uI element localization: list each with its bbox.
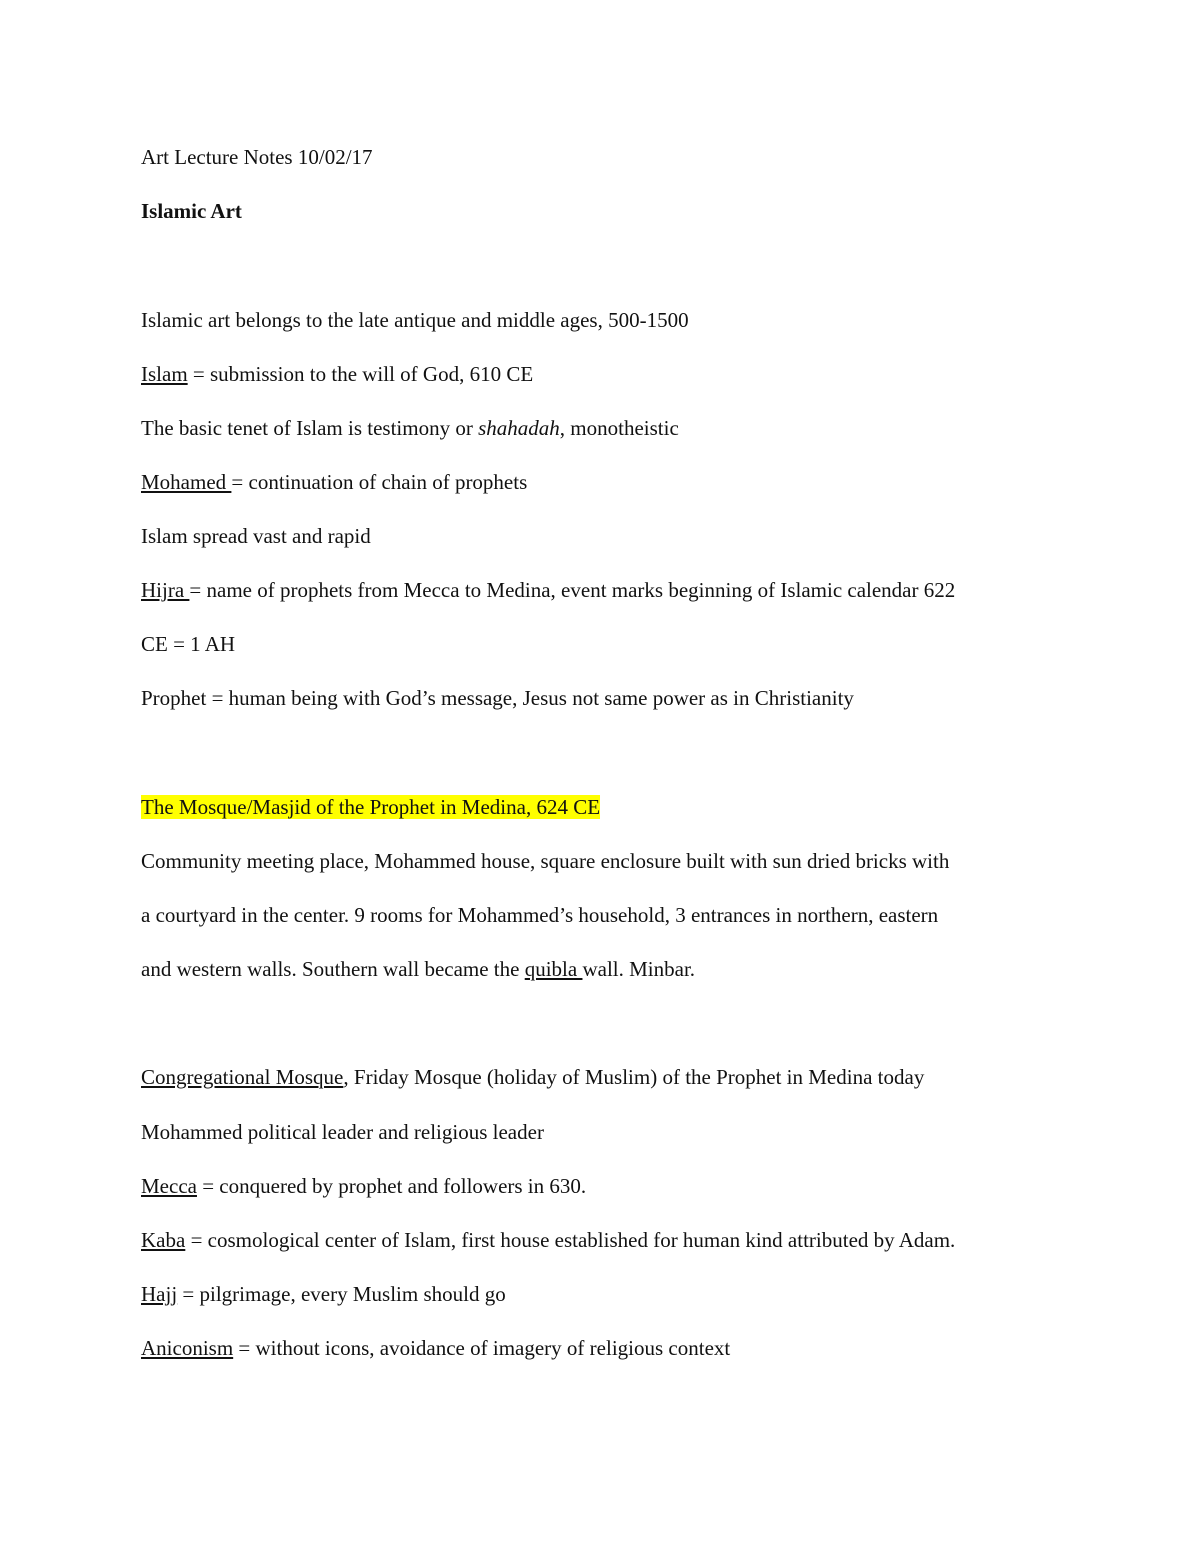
term-mecca: Mecca [141,1174,197,1198]
term-quibla: quibla [524,957,583,981]
definition-hajj-line [141,1281,506,1307]
term-kaba: Kaba [141,1228,186,1252]
term-islam: Islam [141,362,188,386]
term-shahadah: shahadah [478,416,560,440]
mosque-desc-post: wall. Minbar. [582,957,696,981]
highlighted-heading: The Mosque/Masjid of the Prophet in Medina, 624 CE [141,795,601,819]
document-header: Art Lecture Notes 10/02/17 [141,145,373,169]
term-hajj: Hajj [141,1282,178,1306]
mosque-desc-line-1: Community meeting place, Mohammed house, square enclosure built with sun dried bricks with [141,849,950,873]
shahadah-post: , monotheistic [559,416,679,440]
definition-hajj: = pilgrimage, every Muslim should go [177,1282,506,1306]
congregational-rest: , Friday Mosque (holiday of Muslim) of the Prophet in Medina today [343,1065,925,1089]
definition-mecca-line [141,1173,586,1199]
mosque-desc-pre: and western walls. Southern wall became the [141,957,525,981]
term-congregational-mosque: Congregational Mosque [141,1065,344,1089]
definition-hijra: = name of prophets from Mecca to Medina, event marks beginning of Islamic calendar 622 [189,578,956,602]
intro-line-mohamed [141,469,527,495]
shahadah-pre: The basic tenet of Islam is testimony or [141,416,479,440]
term-mohamed: Mohamed [141,470,232,494]
mosque-heading [141,794,600,820]
intro-line-1: Islamic art belongs to the late antique and middle ages, 500-1500 [141,308,689,332]
definition-kaba: = cosmological center of Islam, first house established for human kind attributed by Adam. [185,1228,956,1252]
definition-aniconism-line [141,1335,730,1361]
definition-mecca: = conquered by prophet and followers in 630. [196,1174,587,1198]
term-aniconism: Aniconism [141,1336,234,1360]
term-hijra: Hijra [141,578,190,602]
definition-mohamed: = continuation of chain of prophets [231,470,528,494]
political-leader-line: Mohammed political leader and religious leader [141,1120,544,1144]
intro-line-hijra [141,577,955,603]
intro-line-ce-ah: CE = 1 AH [141,632,236,656]
intro-line-prophet: Prophet = human being with God’s message, Jesus not same power as in Christianity [141,686,854,710]
intro-line-spread: Islam spread vast and rapid [141,524,371,548]
definition-islam: = submission to the will of God, 610 CE [187,362,534,386]
intro-line-islam [141,361,533,387]
mosque-desc-line-2: a courtyard in the center. 9 rooms for Mohammed’s household, 3 entrances in northern, eastern [141,903,939,927]
document-title: Islamic Art [141,199,242,223]
intro-line-shahadah [141,415,679,441]
mosque-desc-line-3 [141,956,695,982]
definition-aniconism: = without icons, avoidance of imagery of religious context [233,1336,731,1360]
congregational-line [141,1064,924,1090]
definition-kaba-line [141,1227,955,1253]
